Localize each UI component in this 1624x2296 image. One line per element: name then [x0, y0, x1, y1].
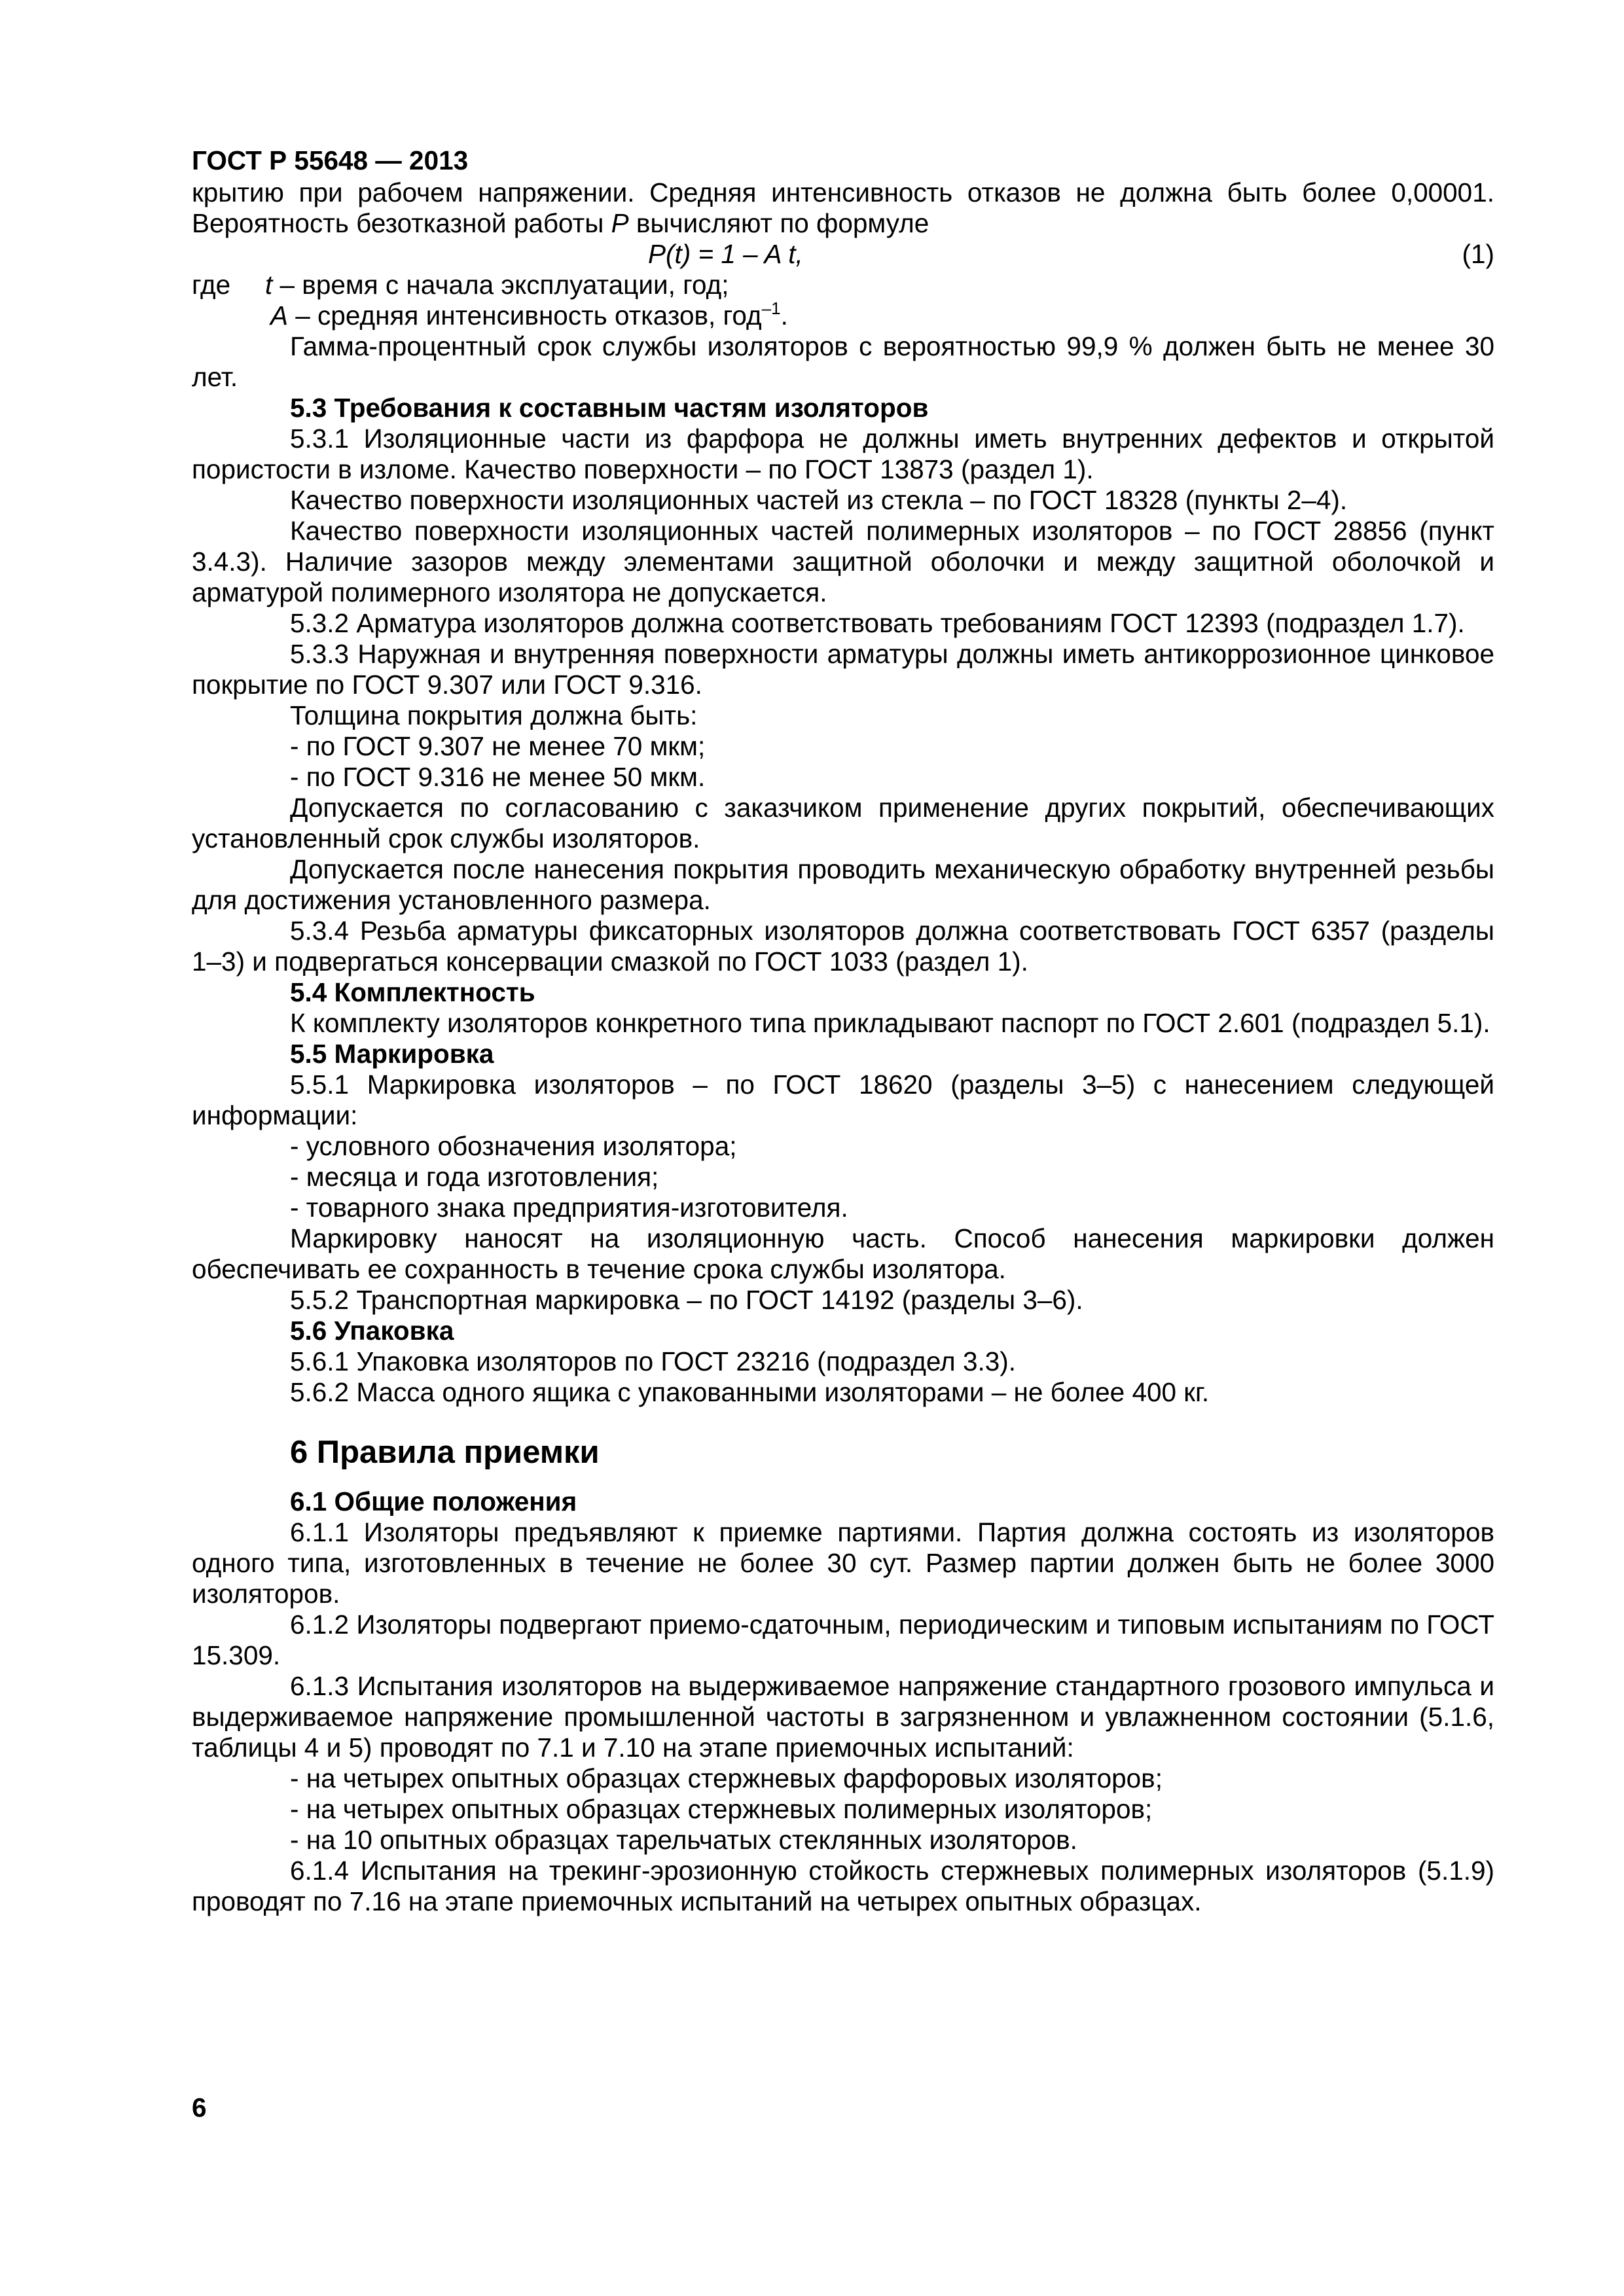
para-6-1-4: 6.1.4 Испытания на трекинг-эрозионную стойкость стержневых полимерных изоляторов (5.1.9) проводят по 7.16 на этапе приемочных испытаний на четырех опытных образцах.: [192, 1856, 1494, 1916]
para-6-1-1: 6.1.1 Изоляторы предъявляют к приемке партиями. Партия должна состоять из изоляторов одного типа, изготовленных в течение не более 30 сут. Размер партии должен быть не более 3000 изоляторов.: [192, 1517, 1494, 1609]
page-number: 6: [192, 2092, 207, 2123]
section-5-6-title: 5.6 Упаковка: [290, 1316, 454, 1346]
intro-text-end: вычисляют по формуле: [636, 208, 929, 238]
where-a-sup: –1: [761, 298, 781, 318]
intro-text: крытию при рабочем напряжении. Средняя интенсивность отказов не должна быть более 0,00001. Вероятность безотказной работы: [192, 177, 1494, 238]
para-5-5-2: 5.5.2 Транспортная маркировка – по ГОСТ 14192 (разделы 3–6).: [290, 1285, 1083, 1315]
document-page: [192, 145, 1494, 1917]
list-item-trademark: - товарного знака предприятия-изготовителя.: [290, 1193, 848, 1223]
section-5-5-title: 5.5 Маркировка: [290, 1039, 494, 1069]
list-item-glass: - на 10 опытных образцах тарельчатых стеклянных изоляторов.: [290, 1825, 1077, 1855]
para-5-4: К комплекту изоляторов конкретного типа прикладывают паспорт по ГОСТ 2.601 (подраздел 5.1).: [290, 1008, 1490, 1038]
para-6-1-3: 6.1.3 Испытания изоляторов на выдерживаемое напряжение стандартного грозового импульса и выдерживаемое напряжение промышленной частоты в загрязненном и увлажненном состоянии (5.1.6, таблицы 4 и 5) проводят по 7.1 и 7.10 на этапе приемочных испытаний:: [192, 1671, 1494, 1763]
para-6-1-2: 6.1.2 Изоляторы подвергают приемо-сдаточным, периодическим и типовым испытаниям по ГОСТ 15.309.: [192, 1609, 1494, 1670]
where-a: [192, 300, 1494, 331]
formula-number: (1): [1462, 239, 1494, 269]
list-item-polymer: - на четырех опытных образцах стержневых полимерных изоляторов;: [290, 1794, 1153, 1824]
gamma-paragraph: Гамма-процентный срок службы изоляторов с вероятностью 99,9 % должен быть не менее 30 лет.: [192, 331, 1494, 392]
para-5-6-2: 5.6.2 Масса одного ящика с упакованными изоляторами – не более 400 кг.: [290, 1377, 1210, 1407]
para-other-coatings: Допускается по согласованию с заказчиком применение других покрытий, обеспечивающих установленный срок службы изоляторов.: [192, 793, 1494, 853]
where-t-var: t: [265, 270, 273, 300]
formula-line: [192, 239, 1494, 270]
para-5-3-4: 5.3.4 Резьба арматуры фиксаторных изоляторов должна соответствовать ГОСТ 6357 (разделы 1–3) и подвергаться консервации смазкой по ГОСТ 1033 (раздел 1).: [192, 916, 1494, 977]
para-5-3-polymer: Качество поверхности изоляционных частей полимерных изоляторов – по ГОСТ 28856 (пункт 3.4.3). Наличие зазоров между элементами защитной оболочки и между защитной оболочкой и арматурой полимерного изолятора не допускается.: [192, 516, 1494, 607]
section-6-1-title: 6.1 Общие положения: [290, 1486, 577, 1516]
where-a-dot: .: [780, 300, 788, 331]
intro-paragraph: [192, 177, 1494, 239]
para-5-3-3: 5.3.3 Наружная и внутренняя поверхности арматуры должны иметь антикоррозионное цинковое покрытие по ГОСТ 9.307 или ГОСТ 9.316.: [192, 639, 1494, 700]
formula-expression: P(t) = 1 – A t,: [648, 239, 803, 269]
list-item-designation: - условного обозначения изолятора;: [290, 1131, 737, 1161]
para-machining: Допускается после нанесения покрытия проводить механическую обработку внутренней резьбы для достижения установленного размера.: [192, 854, 1494, 915]
where-t-text: – время с начала эксплуатации, год;: [280, 270, 729, 300]
where-label: где: [192, 270, 231, 300]
para-thickness: Толщина покрытия должна быть:: [290, 700, 698, 730]
para-marking-method: Маркировку наносят на изоляционную часть. Способ нанесения маркировки должен обеспечивать ее сохранность в течение срока службы изолятора.: [192, 1223, 1494, 1284]
document-header: ГОСТ Р 55648 — 2013: [192, 145, 469, 175]
section-6-title: 6 Правила приемки: [290, 1435, 600, 1470]
para-5-3-1: 5.3.1 Изоляционные части из фарфора не должны иметь внутренних дефектов и открытой пористости в изломе. Качество поверхности – по ГОСТ 13873 (раздел 1).: [192, 423, 1494, 484]
where-t: [192, 270, 1494, 300]
para-5-6-1: 5.6.1 Упаковка изоляторов по ГОСТ 23216 (подраздел 3.3).: [290, 1346, 1016, 1376]
where-a-text: – средняя интенсивность отказов, год: [295, 300, 762, 331]
para-5-5-1: 5.5.1 Маркировка изоляторов – по ГОСТ 18620 (разделы 3–5) с нанесением следующей информации:: [192, 1069, 1494, 1130]
intro-var-p: P: [611, 208, 629, 238]
where-a-var: A: [270, 300, 289, 331]
para-5-3-glass: Качество поверхности изоляционных частей из стекла – по ГОСТ 18328 (пункты 2–4).: [290, 485, 1348, 515]
section-5-4-title: 5.4 Комплектность: [290, 977, 535, 1007]
list-item-9-316: - по ГОСТ 9.316 не менее 50 мкм.: [290, 762, 706, 792]
list-item-9-307: - по ГОСТ 9.307 не менее 70 мкм;: [290, 731, 706, 761]
list-item-porcelain: - на четырех опытных образцах стержневых фарфоровых изоляторов;: [290, 1763, 1163, 1793]
para-5-3-2: 5.3.2 Арматура изоляторов должна соответствовать требованиям ГОСТ 12393 (подраздел 1.7).: [290, 608, 1465, 638]
list-item-date: - месяца и года изготовления;: [290, 1162, 659, 1192]
section-5-3-title: 5.3 Требования к составным частям изоляторов: [290, 393, 929, 423]
